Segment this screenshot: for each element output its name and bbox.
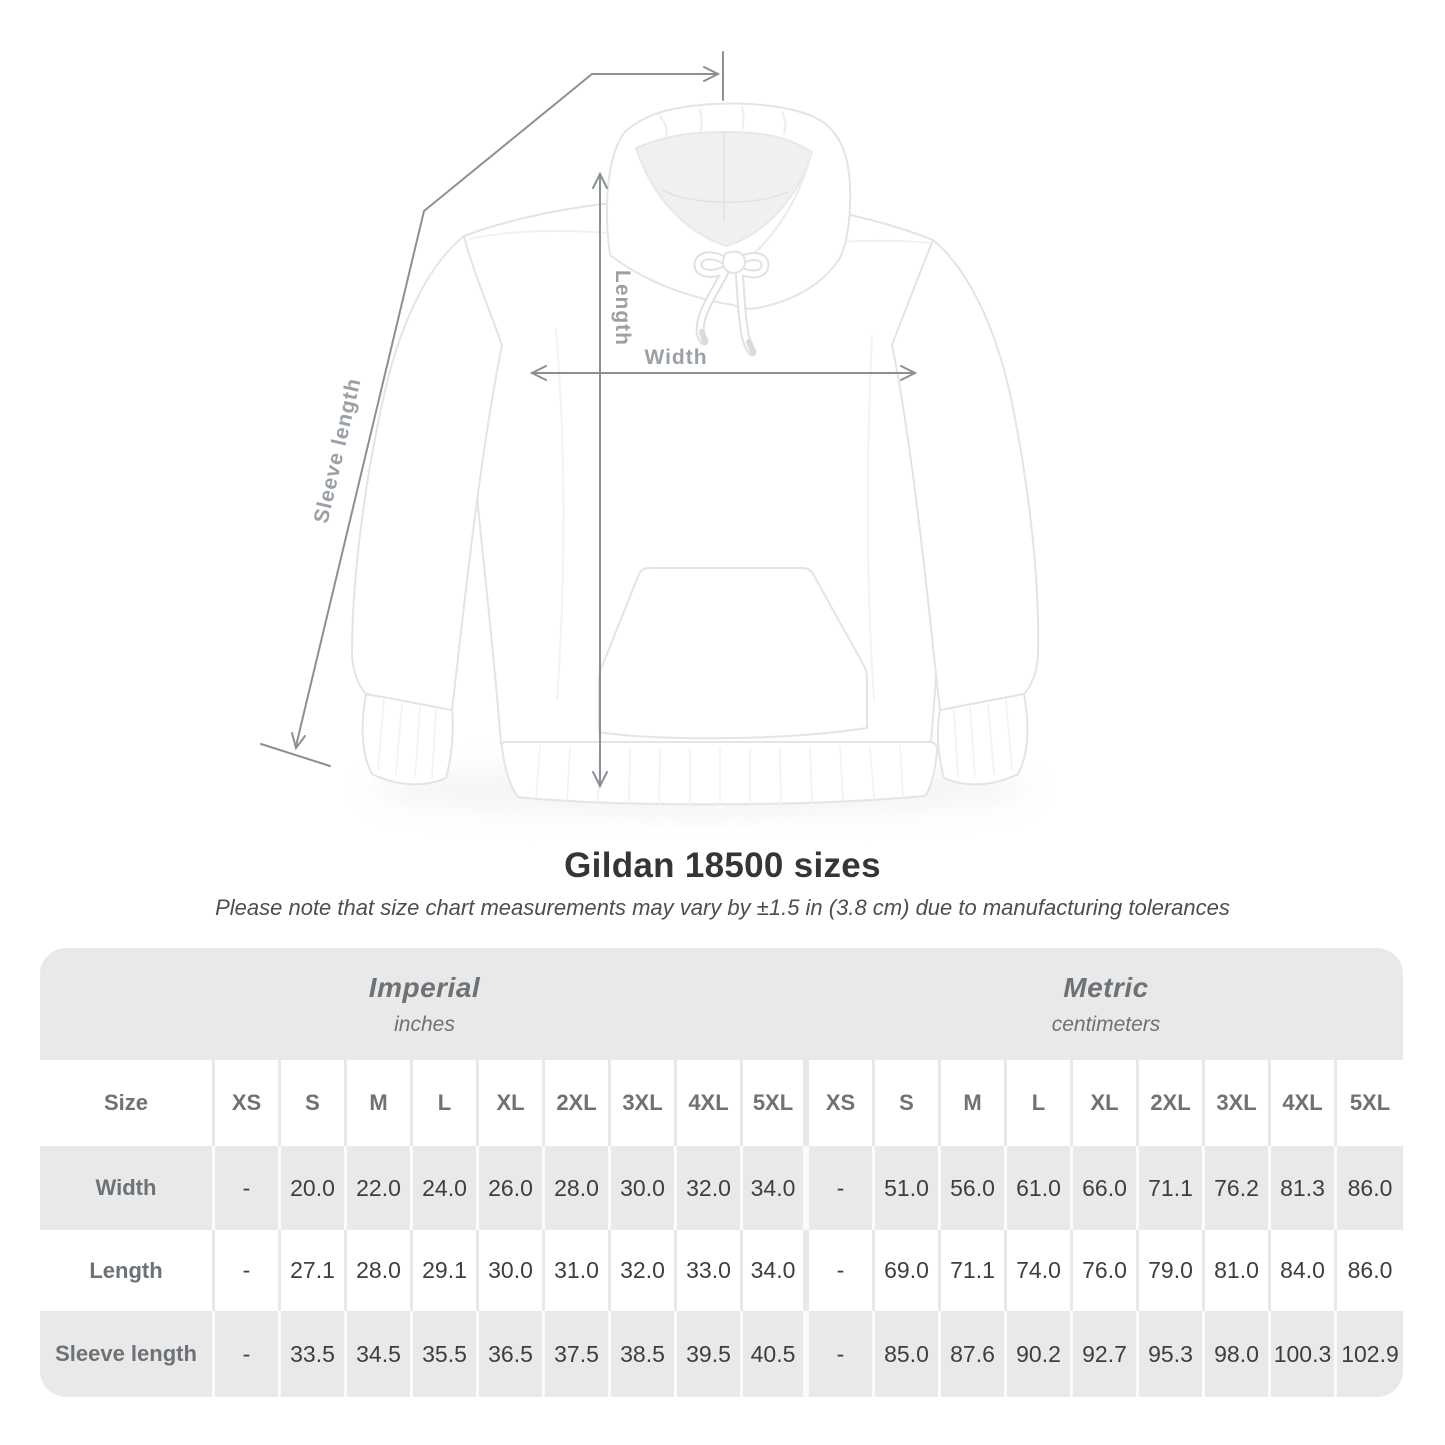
size-col-header-metric-s: S: [875, 1060, 941, 1146]
size-col-header-imperial-4xl: 4XL: [677, 1060, 743, 1146]
imperial-title: Imperial: [368, 971, 481, 1003]
length-metric-s: 69.0: [875, 1230, 941, 1311]
drawstring-knot: [723, 252, 745, 273]
sleeve-length-measure-label: Sleeve length: [309, 375, 366, 526]
width-imperial-m: 22.0: [347, 1146, 413, 1230]
length-metric-l: 74.0: [1007, 1230, 1073, 1311]
length-imperial-2xl: 31.0: [545, 1230, 611, 1311]
width-imperial-l: 24.0: [413, 1146, 479, 1230]
length-imperial-s: 27.1: [281, 1230, 347, 1311]
length-imperial-xs: -: [215, 1230, 281, 1311]
size-col-header-imperial-m: M: [347, 1060, 413, 1146]
size-col-header-metric-4xl: 4XL: [1271, 1060, 1337, 1146]
width-measure-label: Width: [644, 346, 708, 369]
metric-section-header: [809, 948, 1403, 1060]
sleeve-metric-5xl: 102.9: [1337, 1311, 1403, 1397]
metric-unit: centimeters: [1051, 1012, 1161, 1036]
width-metric-2xl: 71.1: [1139, 1146, 1205, 1230]
width-metric-xs: -: [809, 1146, 875, 1230]
width-imperial-xl: 26.0: [479, 1146, 545, 1230]
size-col-header-imperial-5xl: 5XL: [743, 1060, 809, 1146]
size-col-header-metric-2xl: 2XL: [1139, 1060, 1205, 1146]
sleeve-imperial-4xl: 39.5: [677, 1311, 743, 1397]
sleeve-imperial-2xl: 37.5: [545, 1311, 611, 1397]
size-col-header-metric-5xl: 5XL: [1337, 1060, 1403, 1146]
length-metric-4xl: 84.0: [1271, 1230, 1337, 1311]
length-metric-xl: 76.0: [1073, 1230, 1139, 1311]
size-col-header-metric-l: L: [1007, 1060, 1073, 1146]
length-imperial-4xl: 33.0: [677, 1230, 743, 1311]
size-col-header-imperial-xs: XS: [215, 1060, 281, 1146]
metric-title: Metric: [1063, 971, 1149, 1003]
sleeve-imperial-3xl: 38.5: [611, 1311, 677, 1397]
sleeve-metric-m: 87.6: [941, 1311, 1007, 1397]
width-metric-4xl: 81.3: [1271, 1146, 1337, 1230]
row-label-length: Length: [40, 1230, 215, 1311]
length-imperial-xl: 30.0: [479, 1230, 545, 1311]
hoodie-illustration: [352, 104, 1038, 805]
width-imperial-xs: -: [215, 1146, 281, 1230]
sleeve-imperial-xs: -: [215, 1311, 281, 1397]
sleeve-metric-4xl: 100.3: [1271, 1311, 1337, 1397]
size-col-header-metric-xl: XL: [1073, 1060, 1139, 1146]
imperial-unit: inches: [394, 1012, 455, 1036]
sleeve-metric-3xl: 98.0: [1205, 1311, 1271, 1397]
sleeve-metric-s: 85.0: [875, 1311, 941, 1397]
hoodie-right-cuff: [938, 694, 1027, 784]
sleeve-metric-xs: -: [809, 1311, 875, 1397]
width-metric-s: 51.0: [875, 1146, 941, 1230]
size-col-header-imperial-s: S: [281, 1060, 347, 1146]
sleeve-imperial-m: 34.5: [347, 1311, 413, 1397]
width-imperial-s: 20.0: [281, 1146, 347, 1230]
sleeve-metric-2xl: 95.3: [1139, 1311, 1205, 1397]
length-metric-xs: -: [809, 1230, 875, 1311]
size-table: [40, 948, 1403, 1397]
row-label-sleeve-length: Sleeve length: [40, 1311, 215, 1397]
length-metric-5xl: 86.0: [1337, 1230, 1403, 1311]
size-col-header-imperial-2xl: 2XL: [545, 1060, 611, 1146]
length-imperial-l: 29.1: [413, 1230, 479, 1311]
size-header: Size: [40, 1060, 215, 1146]
hoodie-left-sleeve: [352, 236, 502, 710]
width-metric-l: 61.0: [1007, 1146, 1073, 1230]
tolerance-note: Please note that size chart measurements may vary by ±1.5 in (3.8 cm) due to manufacturing tolerances: [215, 895, 1230, 920]
sleeve-imperial-l: 35.5: [413, 1311, 479, 1397]
sleeve-imperial-xl: 36.5: [479, 1311, 545, 1397]
sleeve-imperial-s: 33.5: [281, 1311, 347, 1397]
size-col-header-imperial-xl: XL: [479, 1060, 545, 1146]
width-imperial-3xl: 30.0: [611, 1146, 677, 1230]
page-title: Gildan 18500 sizes: [564, 846, 881, 885]
size-col-header-imperial-3xl: 3XL: [611, 1060, 677, 1146]
width-metric-5xl: 86.0: [1337, 1146, 1403, 1230]
width-metric-3xl: 76.2: [1205, 1146, 1271, 1230]
width-imperial-5xl: 34.0: [743, 1146, 809, 1230]
length-metric-3xl: 81.0: [1205, 1230, 1271, 1311]
row-label-width: Width: [40, 1146, 215, 1230]
length-imperial-m: 28.0: [347, 1230, 413, 1311]
sleeve-metric-xl: 92.7: [1073, 1311, 1139, 1397]
width-imperial-4xl: 32.0: [677, 1146, 743, 1230]
size-col-header-metric-xs: XS: [809, 1060, 875, 1146]
length-metric-2xl: 79.0: [1139, 1230, 1205, 1311]
length-metric-m: 71.1: [941, 1230, 1007, 1311]
width-metric-xl: 66.0: [1073, 1146, 1139, 1230]
size-col-header-metric-3xl: 3XL: [1205, 1060, 1271, 1146]
length-imperial-3xl: 32.0: [611, 1230, 677, 1311]
sleeve-metric-l: 90.2: [1007, 1311, 1073, 1397]
length-imperial-5xl: 34.0: [743, 1230, 809, 1311]
hoodie-left-cuff: [363, 694, 453, 784]
size-col-header-imperial-l: L: [413, 1060, 479, 1146]
length-measure-label: Length: [611, 270, 634, 346]
sleeve-imperial-5xl: 40.5: [743, 1311, 809, 1397]
imperial-section-header: [40, 948, 809, 1060]
width-metric-m: 56.0: [941, 1146, 1007, 1230]
width-imperial-2xl: 28.0: [545, 1146, 611, 1230]
size-col-header-metric-m: M: [941, 1060, 1007, 1146]
